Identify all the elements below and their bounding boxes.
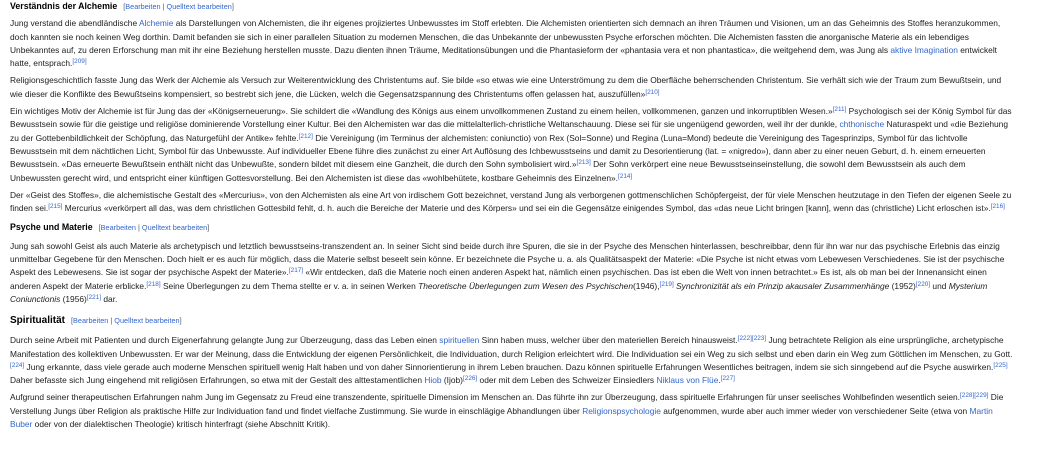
paragraph bbox=[10, 105, 1046, 185]
text: Jung erkannte, dass viele gerade auch moderne Menschen spirituell wenig Halt haben und von daher Sinnorientierung in ihrem Leben brauchen. Dazu können spirituelle Erfahrungen Wesentliches beitragen, indem sie sich sinngebend auf die Psyche auswirken. bbox=[24, 361, 994, 372]
section-heading-alchemie bbox=[10, 0, 1046, 13]
text-line: unmittelbar Gegebene für den Menschen. Doch hielt er es auch für möglich, dass die Materie selbst beseelt sein könne. Er bezeichnete die Psyche u. a. als Qualitätsaspekt der Materie: «Die Psyche ist nicht etwas vom Lebewesen Verschiedenes. Sie ist der psychische bbox=[10, 254, 1005, 265]
text: und bbox=[930, 280, 949, 291]
link-religionspsychologie[interactable]: Religionspsychologie bbox=[582, 405, 661, 416]
text-line bbox=[10, 17, 1046, 30]
text-line bbox=[10, 391, 1046, 404]
text-line: Bewusstsein mit dem nächtlichen Licht, Symbol für das Unbewusste. Auf individueller Ebene führe dies zunächst zu einer Art Auflösung des Ichbewusstseins und damit zu Desorientierung (lat. = «nigredo»), dann aber zu einer neuen Geburt, d. h. einem erneuerten bbox=[10, 145, 986, 156]
edit-links bbox=[99, 223, 210, 232]
reference[interactable]: [227] bbox=[720, 375, 735, 383]
reference[interactable]: [222][223] bbox=[737, 335, 767, 343]
text-line bbox=[10, 172, 1046, 185]
bracket-open: [ bbox=[71, 316, 74, 326]
text-line bbox=[10, 374, 1046, 387]
book-title: Coniunctionis bbox=[10, 293, 61, 304]
text: (1956) bbox=[60, 293, 87, 304]
reference[interactable]: [221] bbox=[86, 293, 102, 301]
reference[interactable]: [216] bbox=[990, 203, 1005, 211]
text: . bbox=[718, 375, 721, 386]
text-line: Der «Geist des Stoffes», die alchemistische Gestalt des «Mercurius», von den Alchemisten als eine Art von irdischem Gott bezeichnet, verstand Jung als verborgenen gottmenschlichen Schöpfergeist, der für viele Menschen heutzutage in den Tiefen der eigenen Seele zu bbox=[10, 189, 1012, 200]
link-hiob[interactable]: Hiob bbox=[424, 375, 442, 386]
text-line bbox=[10, 266, 1046, 279]
link-aktive-imagination[interactable]: aktive Imagination bbox=[890, 44, 958, 55]
text: (1946), bbox=[633, 280, 660, 291]
edit-source-link[interactable]: Quelltext bearbeiten bbox=[114, 316, 180, 326]
section-title: Verständnis der Alchemie bbox=[10, 1, 118, 11]
text: Bewusstsein sowie für die geistige und religiöse dominierende Vorstellung einer Kultur. Bei den Alchemisten war das die mittelalterlich-christliche Weltanschauung. Diese sei für sie ungenügend geworden, weil ihr der dunkle, bbox=[10, 119, 840, 130]
text: aufgenommen, wurde aber auch immer wieder von verschiedener Seite (etwa von bbox=[660, 405, 970, 416]
link-chthonische[interactable]: chthonische bbox=[839, 119, 885, 130]
book-title: Mysterium bbox=[948, 280, 988, 291]
reference[interactable]: [209] bbox=[72, 58, 87, 66]
bracket-close: ] bbox=[231, 2, 234, 11]
text: (1952) bbox=[889, 280, 916, 291]
text-line: Jung sah sowohl Geist als auch Materie als archetypisch und letztlich bewusstseins-transzendent an. In seiner Sicht sind beide durch ihre Spuren, die sie in der Psyche des Menschen hinterlassen, beschreibbar, denn für ihn war nur das psychische Erlebnis das einzig bbox=[10, 240, 1000, 251]
text-line bbox=[10, 88, 1046, 101]
text-line: Religionsgeschichtlich fasste Jung das Werk der Alchemie als Versuch zur Weiterentwicklung des Christentums auf. Sie bilde «so etwas wie eine Unterströmung zu dem die Oberfläche beherrschenden Christentum. Sie verhält sich wie der Traum zum Bewußtsein, und bbox=[10, 75, 1002, 86]
text-line bbox=[10, 361, 1046, 374]
section-heading-psyche-materie bbox=[10, 221, 1046, 234]
text: dar. bbox=[101, 293, 118, 304]
text: Aufgrund seiner therapeutischen Erfahrungen nahm Jung im Gegensatz zu Freud eine transzendente, spirituelle Dimension im Menschen an. Das führte ihn zur Überzeugung, dass spirituelle Erfahrungen für unser seelisches Wohlbefinden wesentlich seien. bbox=[10, 392, 961, 403]
paragraph bbox=[10, 240, 1046, 306]
text: finden sei. bbox=[10, 203, 49, 214]
book-title: Theoretische Überlegungen zum Wesen des Psychischen bbox=[418, 280, 633, 291]
text: Die bbox=[988, 392, 1004, 403]
text: anderen Aspekt der Materie erblicke. bbox=[10, 280, 147, 291]
paragraph bbox=[10, 391, 1046, 431]
reference[interactable]: [212] bbox=[298, 132, 313, 140]
reference[interactable]: [225] bbox=[993, 361, 1008, 369]
text: als Darstellungen von Alchemisten, die ihr eigenes projiziertes Unbewusstes im Stoff erlebten. Die Alchemisten orientierten sich demnach an ihren Träumen und Visionen, um an das Geheimnis des Stoffes heranzukommen, bbox=[173, 18, 1001, 29]
bracket-close: ] bbox=[207, 223, 210, 233]
paragraph bbox=[10, 189, 1046, 216]
separator: | bbox=[160, 2, 167, 11]
text-line bbox=[10, 280, 1046, 293]
text: Unbekanntes auf, zu deren Erforschung man mit ihr eine Beziehung herstellen musste. Dazu dienten ihnen Träume, Meditationsübungen und die Phantasieform der «phantasia vera et non phantastica», die weitgehend dem, was Jung als bbox=[10, 44, 891, 55]
separator: | bbox=[108, 316, 115, 326]
text: Naturaspekt und «die Beziehung bbox=[884, 119, 1008, 130]
reference[interactable]: [215] bbox=[48, 203, 63, 211]
section-title: Spiritualität bbox=[10, 315, 66, 327]
reference[interactable]: [224] bbox=[10, 361, 25, 369]
text-line bbox=[10, 202, 1046, 215]
edit-source-link[interactable]: Quelltext bearbeiten bbox=[141, 223, 208, 233]
text: Die Vereinigung (im Terminus der alchemisten: coniunctio) von Rex (Sol=Sonne) und Regina (Luna=Mond) bedeute die Vereinigung des Tagesprinzips, Symbol für das lichtvolle bbox=[312, 132, 968, 143]
text-line bbox=[10, 57, 1046, 70]
bracket-open: [ bbox=[98, 223, 101, 233]
text: wie dieser die Konflikte des Bewußtseins kompensiert, so bestrebt sich jene, die Lücken, welch die Gegensatzspannung des Christentums offen gelassen hat, auszufüllen» bbox=[10, 88, 646, 99]
reference[interactable]: [228][229] bbox=[960, 392, 989, 400]
edit-source-link[interactable]: Quelltext bearbeiten bbox=[166, 2, 232, 11]
link-niklaus-von-fluee[interactable]: Niklaus von Flüe bbox=[656, 375, 719, 386]
text: (Ijob) bbox=[441, 375, 463, 386]
edit-link[interactable]: Bearbeiten bbox=[125, 2, 161, 11]
book-title: Synchronizität als ein Prinzip akausaler Zusammenhänge bbox=[673, 280, 890, 291]
text-line bbox=[10, 293, 1046, 306]
text-line bbox=[10, 334, 1046, 347]
link-martin-buber-cont[interactable]: Buber bbox=[10, 419, 33, 430]
text: «Wir entdecken, daß die Materie noch einen anderen Aspekt hat, nämlich einen psychischen. Das ist eben die Welt von innen betrachtet.» Es ist, als ob man bei der Innenansicht einen bbox=[303, 267, 987, 278]
section-heading-spiritualitaet bbox=[10, 313, 1046, 328]
text-line bbox=[10, 105, 1046, 118]
link-spirituellen[interactable]: spirituellen bbox=[439, 335, 480, 346]
text: Jung betrachtete Religion als eine ursprüngliche, archetypische bbox=[766, 335, 1004, 346]
reference[interactable]: [210] bbox=[645, 88, 660, 96]
section-title: Psyche und Materie bbox=[10, 222, 93, 233]
text: Seine Überlegungen zu dem Thema stellte er v. a. in seinen Werken bbox=[160, 280, 419, 291]
paragraph bbox=[10, 334, 1046, 387]
text: zu der Gottebenbildlichkeit der Schöpfung, das Naturgefühl der Antike» fehlte. bbox=[10, 132, 299, 143]
reference[interactable]: [218] bbox=[146, 280, 161, 288]
reference[interactable]: [214] bbox=[618, 172, 633, 180]
text: Jung verstand die abendländische bbox=[10, 18, 139, 29]
edit-links bbox=[123, 2, 234, 11]
text: Durch seine Arbeit mit Patienten und durch Eigenerfahrung gelangte Jung zur Überzeugung, dass das Leben einen bbox=[10, 335, 440, 346]
text-line bbox=[10, 405, 1046, 418]
text: Psychologisch sei der König Symbol für das bbox=[846, 106, 1012, 117]
text: Sinn haben muss, welcher über den materiellen Bereich hinausweist. bbox=[479, 335, 738, 346]
text-line bbox=[10, 118, 1046, 131]
text: Aspekt des Lebewesens. Sie ist sogar der psychische Aspekt der Materie». bbox=[10, 267, 289, 278]
separator: | bbox=[135, 223, 142, 233]
reference[interactable]: [211] bbox=[832, 106, 847, 114]
edit-link[interactable]: Bearbeiten bbox=[73, 316, 109, 326]
reference[interactable]: [217] bbox=[288, 267, 304, 275]
text: entwickelt bbox=[957, 44, 998, 55]
link-martin-buber[interactable]: Martin bbox=[969, 405, 993, 416]
reference[interactable]: [213] bbox=[576, 159, 591, 167]
text-line bbox=[10, 158, 1046, 171]
edit-link[interactable]: Bearbeiten bbox=[100, 223, 136, 233]
article-content bbox=[10, 0, 1046, 431]
text: oder von der dialektischen Theologie) kritisch hinterfragt (siehe Abschnitt Kritik). bbox=[32, 419, 331, 430]
paragraph bbox=[10, 74, 1046, 101]
paragraph bbox=[10, 17, 1046, 70]
text: Unbewussten gerecht wird, und entspricht einer künftigen Gottesvorstellung. Bei den Alchemisten ist diese das «wohlbehütete, kostbare Geheimnis des Einzelnen». bbox=[10, 172, 619, 183]
text-line bbox=[10, 132, 1046, 145]
edit-links bbox=[71, 316, 182, 325]
text-line bbox=[10, 418, 1046, 431]
text-line bbox=[10, 44, 1046, 57]
text: Ein wichtiges Motiv der Alchemie ist für Jung das der «Königserneuerung». Sie schildert die «Wandlung des Königs aus einem unvollkommenen Zustand zu einem heilen, vollkommenen, ganzen und inkorruptiblen Wesen.» bbox=[10, 106, 833, 117]
text: oder mit dem Leben des Schweizer Einsiedlers bbox=[477, 375, 657, 386]
reference[interactable]: [220] bbox=[915, 280, 931, 288]
bracket-close: ] bbox=[179, 316, 182, 326]
link-alchemie[interactable]: Alchemie bbox=[138, 18, 174, 29]
bracket-open: [ bbox=[123, 2, 126, 11]
text: Bewusstsein. «Das erneuerte Bewußtsein enthält nicht das Unbewußte, sondern bildet mit diesem eine Ganzheit, die durch den Sohn symbolisiert wird.» bbox=[10, 159, 577, 170]
reference[interactable]: [219] bbox=[659, 280, 674, 288]
reference[interactable]: [226] bbox=[462, 375, 478, 383]
text: Verstellung Jungs über Religion als praktische Hilfe zur Individuation fand und findet vielfache Zustimmung. Sie wurde in einschlägige Abhandlungen über bbox=[10, 405, 583, 416]
text: Daher befasste sich Jung eingehend mit religiösen Erfahrungen, so etwa mit der Gestalt des alttestamentlichen bbox=[10, 375, 425, 386]
text: Der Sohn verkörpert eine neue Bewusstseinseinstellung, die sowohl dem Bewusstsein als auch dem bbox=[590, 159, 966, 170]
text-line: Manifestation des kollektiven Unbewussten. Er war der Meinung, dass die Entwicklung der eigenen Persönlichkeit, die Individuation, durch Religion erleichtert wird. Die Individuation sei ein Weg zu sich selbst und eben darin ein Weg zum Göttlichen im Menschen, zu Gott. bbox=[10, 348, 1013, 359]
text: Mercurius «verkörpert all das, was dem christlichen Gottesbild fehlt, d. h. auch die Bereiche der Materie und des Körpers» und sei ein die Gegensätze einigendes Symbol, das «das neue Licht bringen [kann], wenn das (christliche) Licht erloschen ist». bbox=[62, 203, 991, 214]
text-line: doch kannten sie noch keinen Weg dorthin. Damit befanden sie sich in einer parallelen Situation zu modernen Menschen, die das Unbekannte der unbewussten Psyche erforschen möchten. Die Alchemisten fassten die anorganische Materie als ein lebendiges bbox=[10, 31, 969, 42]
text: hatte, entsprach. bbox=[10, 58, 73, 69]
